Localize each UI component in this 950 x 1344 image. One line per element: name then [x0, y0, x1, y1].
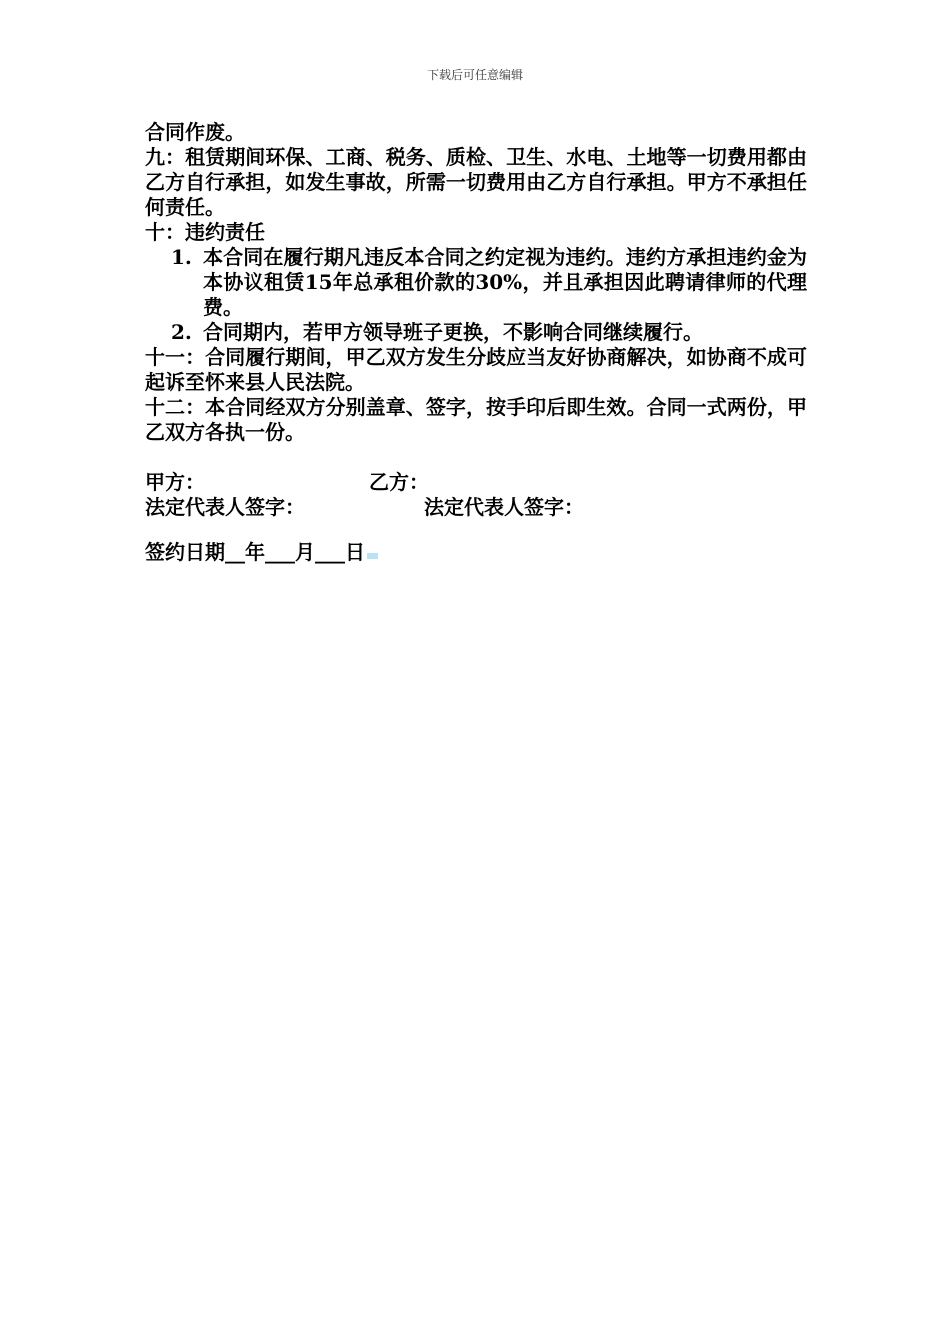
party-b-representative-label: 法定代表人签字： — [424, 495, 584, 519]
document-body — [145, 120, 807, 565]
spacer — [145, 445, 807, 470]
clause-eleven: 十一：合同履行期间，甲乙双方发生分歧应当友好协商解决，如协商不成可起诉至怀来县人民法院。 — [145, 345, 807, 394]
signing-date-line — [145, 540, 807, 565]
clause-twelve: 十二：本合同经双方分别盖章、签字，按手印后即生效。合同一式两份，甲乙双方各执一份。 — [145, 395, 807, 444]
party-b-label: 乙方： — [369, 470, 429, 494]
party-a-representative-label: 法定代表人签字： — [145, 495, 305, 519]
page-header: 下载后可任意编辑 — [426, 68, 523, 82]
list-item-number: 1. — [171, 245, 192, 269]
list-item-text: 合同期内，若甲方领导班子更换，不影响合同继续履行。 — [203, 320, 703, 344]
representative-row — [145, 495, 807, 520]
paragraph-contract-void: 合同作废。 — [145, 120, 245, 144]
list-item — [171, 245, 807, 320]
clause-ten-title: 十：违约责任 — [145, 220, 265, 244]
breach-liability-list — [145, 245, 807, 345]
party-row — [145, 470, 807, 495]
text-cursor-marker — [367, 553, 378, 559]
list-item — [171, 320, 807, 345]
clause-nine: 九：租赁期间环保、工商、税务、质检、卫生、水电、土地等一切费用都由乙方自行承担，如发生事故，所需一切费用由乙方自行承担。甲方不承担任何责任。 — [145, 145, 807, 219]
party-a-label: 甲方： — [145, 470, 205, 494]
list-item-number: 2. — [171, 320, 192, 344]
list-item-text: 本合同在履行期凡违反本合同之约定视为违约。违约方承担违约金为本协议租赁15年总承租价款的30%，并且承担因此聘请律师的代理费。 — [203, 245, 807, 319]
signing-date: 签约日期__年___月___日 — [145, 540, 365, 564]
